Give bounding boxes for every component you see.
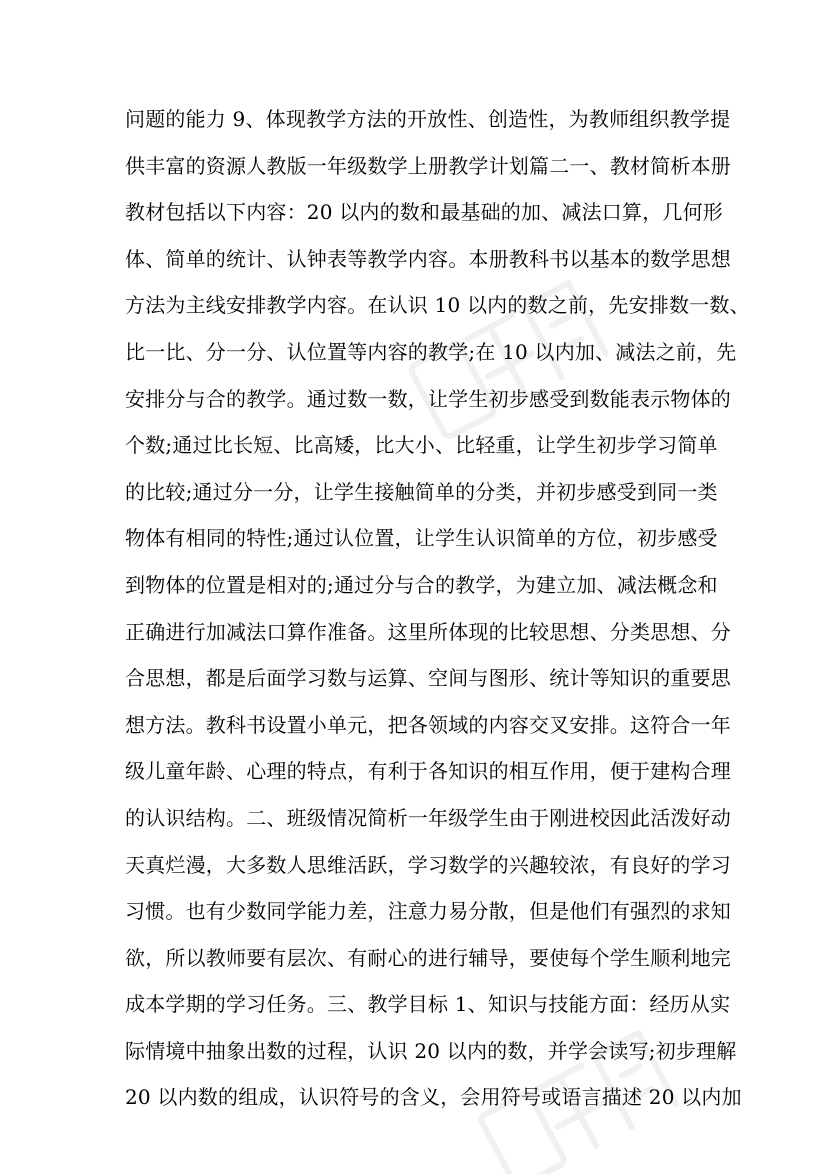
- text-line-1: 问题的能力 9、体现教学方法的开放性、创造性，为教师组织教学提: [125, 107, 731, 131]
- body-text: [125, 96, 750, 1121]
- text-line-16: 的认识结构。二、班级情况简析一年级学生由于刚进校因此活泼好动: [125, 805, 731, 830]
- text-line-17: 天真烂漫，大多数人思维活跃，学习数学的兴趣较浓，有良好的学习: [125, 852, 731, 877]
- text-line-18: 习惯。也有少数同学能力差，注意力易分散，但是他们有强烈的求知: [125, 899, 731, 924]
- text-line-13: 合思想，都是后面学习数与运算、空间与图形、统计等知识的重要思: [125, 666, 731, 691]
- text-line-20: 成本学期的学习任务。三、教学目标 1、知识与技能方面：经历从实: [125, 992, 731, 1017]
- text-line-14: 想方法。教科书设置小单元，把各领域的内容交叉安排。这符合一年: [125, 712, 731, 737]
- text-line-5: 方法为主线安排教学内容。在认识 10 以内的数之前，先安排数一数、: [125, 293, 750, 318]
- text-line-7: 安排分与合的教学。通过数一数，让学生初步感受到数能表示物体的: [125, 386, 731, 411]
- text-line-22: 20 以内数的组成，认识符号的含义，会用符号或语言描述 20 以内加: [125, 1085, 742, 1110]
- text-line-12: 正确进行加减法口算作准备。这里所体现的比较思想、分类思想、分: [125, 619, 731, 644]
- text-line-21: 际情境中抽象出数的过程，认识 20 以内的数，并学会读写;初步理解: [125, 1038, 737, 1063]
- text-line-8: 个数;通过比长短、比高矮，比大小、比轻重，让学生初步学习简单: [125, 433, 718, 458]
- text-line-11: 到物体的位置是相对的;通过分与合的教学，为建立加、减法概念和: [125, 572, 718, 597]
- text-line-4: 体、简单的统计、认钟表等教学内容。本册教科书以基本的数学思想: [125, 246, 731, 271]
- text-line-9: 的比较;通过分一分，让学生接触简单的分类，并初步感受到同一类: [125, 479, 718, 504]
- text-line-15: 级儿童年龄、心理的特点，有利于各知识的相互作用，便于建构合理: [125, 759, 731, 784]
- text-line-3: 教材包括以下内容：20 以内的数和最基础的加、减法口算，几何形: [125, 200, 724, 225]
- text-line-10: 物体有相同的特性;通过认位置，让学生认识简单的方位，初步感受: [125, 526, 718, 551]
- text-line-2: 供丰富的资源人教版一年级数学上册教学计划篇二一、教材简析本册: [125, 153, 731, 178]
- text-line-6: 比一比、分一分、认位置等内容的教学;在 10 以内加、减法之前，先: [125, 339, 737, 364]
- text-line-19: 欲，所以教师要有层次、有耐心的进行辅导，要使每个学生顺利地完: [125, 945, 731, 970]
